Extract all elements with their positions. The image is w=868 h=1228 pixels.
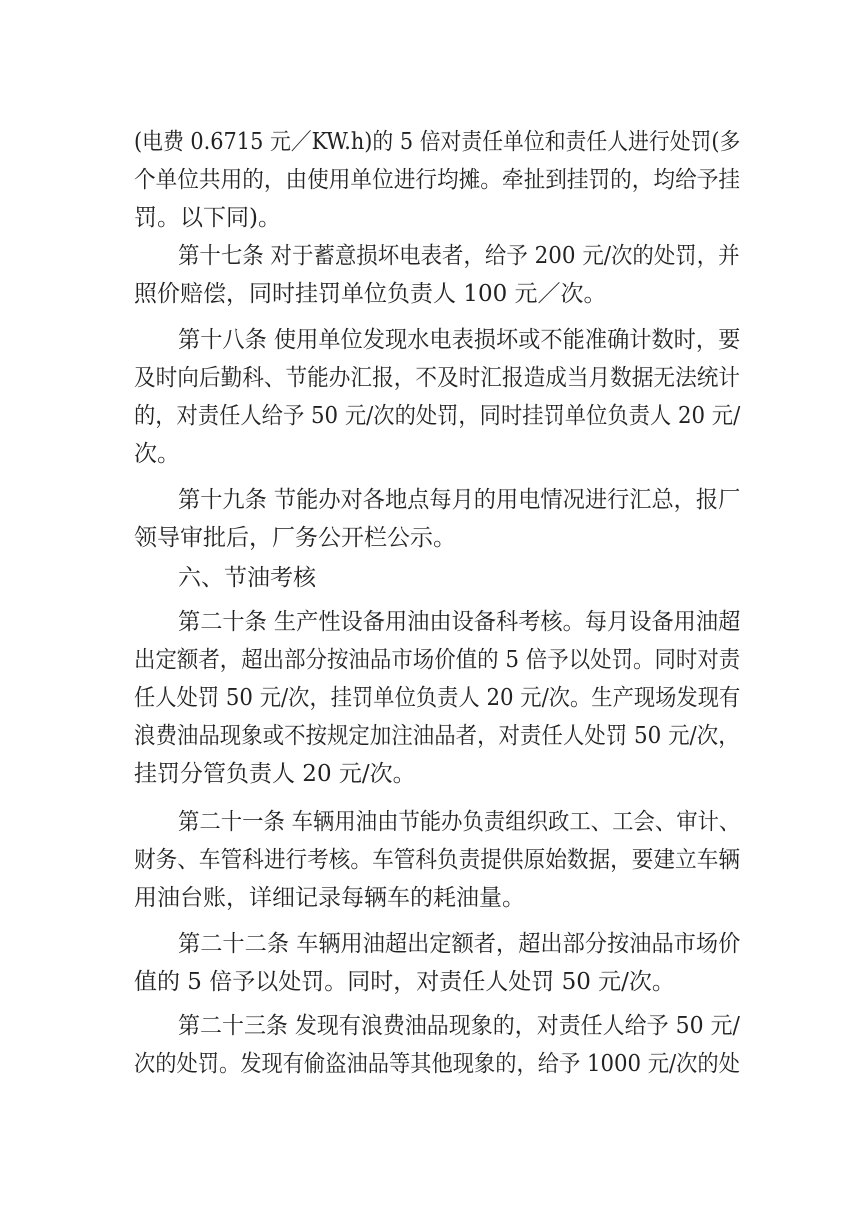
text-line: 及时向后勤科、节能办汇报，不及时汇报造成当月数据无法统计 [134,365,740,391]
text-line: 用油台账，详细记录每辆车的耗油量。 [134,885,525,911]
text-line: 挂罚分管负责人 20 元/次。 [134,761,416,787]
text-line: 第二十条 生产性设备用油由设备科考核。每月设备用油超 [178,609,741,635]
text-line: (电费 0.6715 元／KW.h)的 5 倍对责任单位和责任人进行处罚(多 [134,129,741,155]
text-line: 领导审批后，厂务公开栏公示。 [134,525,456,551]
text-line: 次的处罚。发现有偷盗油品等其他现象的，给予 1000 元/次的处 [134,1051,740,1077]
text-line: 财务、车管科进行考核。车管科负责提供原始数据，要建立车辆 [134,847,740,873]
text-line: 罚。以下同)。 [134,205,281,231]
text-line: 第十八条 使用单位发现水电表损坏或不能准确计数时，要 [178,327,741,353]
text-line: 的，对责任人给予 50 元/次的处罚，同时挂罚单位负责人 20 元/ [134,403,741,429]
text-line: 第十七条 对于蓄意损坏电表者，给予 200 元/次的处罚，并 [178,243,740,269]
section-heading: 六、节油考核 [178,565,316,591]
text-line: 次。 [134,441,180,467]
text-line: 第十九条 节能办对各地点每月的用电情况进行汇总，报厂 [178,487,741,513]
text-line: 第二十二条 车辆用油超出定额者，超出部分按油品市场价 [178,931,741,957]
text-line: 浪费油品现象或不按规定加注油品者，对责任人处罚 50 元/次， [134,723,740,749]
text-line: 出定额者，超出部分按油品市场价值的 5 倍予以处罚。同时对责 [134,647,741,673]
text-line: 值的 5 倍予以处罚。同时，对责任人处罚 50 元/次。 [134,969,675,995]
text-line: 个单位共用的，由使用单位进行均摊。牵扯到挂罚的，均给予挂 [134,167,740,193]
text-line: 照价赔偿，同时挂罚单位负责人 100 元／次。 [134,281,607,307]
text-line: 任人处罚 50 元/次，挂罚单位负责人 20 元/次。生产现场发现有 [134,685,741,711]
text-line: 第二十一条 车辆用油由节能办负责组织政工、工会、审计、 [178,809,741,835]
text-line: 第二十三条 发现有浪费油品现象的，对责任人给予 50 元/ [178,1013,740,1039]
